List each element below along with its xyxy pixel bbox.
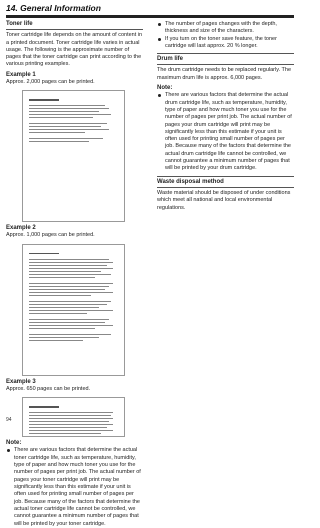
example-3-text: Approx. 650 pages can be printed.	[6, 385, 91, 392]
note-left-bullet-3: If you turn on the toner save feature, the toner cartridge will last approx. 20 % longer.	[157, 36, 294, 51]
example-2-text: Approx. 1,000 pages can be printed.	[6, 232, 95, 239]
waste-disposal-heading: Waste disposal method	[157, 176, 294, 188]
drum-life-text: The drum cartridge needs to be replaced regularly. The maximum drum life is approx. 6,000 pages.	[157, 67, 292, 81]
toner-life-intro: Toner cartridge life depends on the amount of content in a printed document. Toner cartridge life varies in actual usage. The following is the approximate number of pages that the toner cartridge can print according to the various printing examples.	[6, 32, 143, 68]
drum-note-heading: Note:	[157, 85, 173, 92]
drum-note-bullet: There are various factors that determine the actual drum cartridge life, such as temperature, humidity, type of paper and how much toner you use for the number of pages per print job. The actual number of pages your drum cartridge will print may be significantly less than this estimate if your unit is often used for printing small number of pages per job. Because many of the factors that determine the actual drum cartridge life cannot be controlled, we cannot guarantee a minimum number of pages that will be printed by your drum cartridge.	[157, 92, 294, 172]
example-3-sample-page	[22, 397, 125, 437]
note-left-list	[6, 447, 143, 527]
bullet-icon	[7, 449, 10, 452]
note-right-list	[157, 21, 294, 50]
bullet-icon	[158, 23, 161, 26]
right-column	[157, 21, 294, 212]
bullet-icon	[158, 94, 161, 97]
bullet-icon	[158, 38, 161, 41]
example-1-sample-page	[22, 90, 125, 222]
left-column	[6, 21, 143, 528]
example-3-label: Example 3	[6, 378, 36, 385]
page-number: 94	[6, 417, 12, 423]
toner-life-heading: Toner life	[6, 21, 143, 30]
drum-life-heading: Drum life	[157, 53, 294, 65]
note-left-bullet-1: There are various factors that determine the actual toner cartridge life, such as temperature, humidity, type of paper and how much toner you use for the number of pages per print job. The actual number of pages your toner cartridge will print may be significantly less than this estimate if your unit is often used for printing small number of pages per job. Because many of the factors that determine the actual toner cartridge life cannot be controlled, we cannot guarantee a minimum number of pages that will be printed by your toner cartridge.	[6, 447, 143, 527]
page-header-title: 14. General Information	[6, 3, 101, 13]
example-1-text: Approx. 2,000 pages can be printed.	[6, 78, 95, 85]
header-rule	[6, 15, 294, 18]
example-1-label: Example 1	[6, 71, 36, 78]
note-heading-left: Note:	[6, 440, 22, 447]
waste-disposal-text: Waste material should be disposed of under conditions which meet all national and local environmental regulations.	[157, 189, 291, 211]
example-2-sample-page	[22, 244, 125, 376]
drum-note-list	[157, 92, 294, 172]
example-2-label: Example 2	[6, 225, 36, 232]
note-left-bullet-2: The number of pages changes with the depth, thickness and size of the characters.	[157, 21, 294, 36]
